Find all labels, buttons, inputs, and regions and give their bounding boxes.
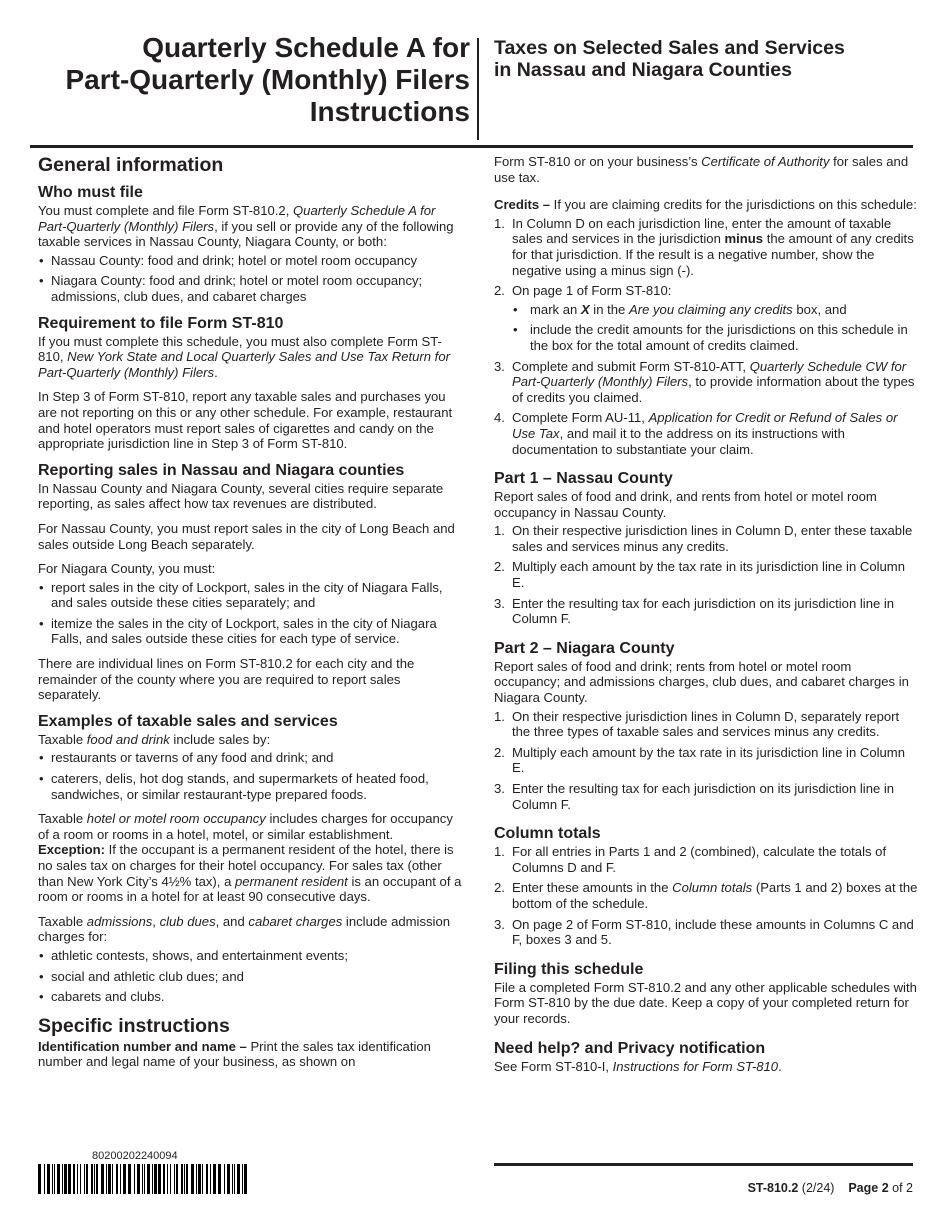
barcode-bar [237,1164,240,1194]
subtitle-line-1: Taxes on Selected Sales and Services [494,37,845,59]
barcode-bar [147,1164,150,1194]
list-item: 2. Multiply each amount by the tax rate in its jurisdiction line in Column E. [494,559,905,591]
barcode-bar [47,1164,50,1194]
barcode-bar [86,1164,88,1194]
list-item: 1. In Column D on each jurisdiction line, enter the amount of taxable sales and services in the jurisdiction minus the amount of any credits for that jurisdiction. If the result is a negative number, show the negative using a minus sign (-). [494,215,914,278]
who-must-file-paragraph: You must complete and file Form ST-810.2, Quarterly Schedule A for Part-Quarterly (Monthly) Filers, if you sell or provide any of the following taxable services in Nassau County, Niagara County, or both: [38,203,454,250]
part-2-paragraph: Report sales of food and drink; rents from hotel or motel room occupancy; and admissions charges, club dues, and cabaret charges in Niagara County. [494,658,909,706]
barcode-bar [206,1164,208,1194]
list-item: 1. On their respective jurisdiction lines in Column D, separately report the three types of taxable sales and services minus any credits. [494,708,900,740]
barcode-bar [137,1164,140,1194]
barcode-bar [186,1164,188,1194]
who-must-file-heading: Who must file [38,184,143,201]
examples-paragraph-2: Taxable hotel or motel room occupancy includes charges for occupancy of a room or rooms in a hotel, motel, or similar establishment. Exception: If the occupant is a permanent resident of the hotel, there is no sales tax on charges for their hotel occupancy. For sales tax (other than New York City’s 4½% tax), a permanent resident is an occupant of a room or rooms in a hotel for at least 90 consecutive days. [38,811,462,905]
page-footer [494,1181,913,1197]
barcode-bar [57,1164,60,1194]
list-item: • cabarets and clubs. [38,989,463,1005]
barcode-bar [227,1164,230,1194]
barcode-bar [68,1164,71,1194]
column-totals-heading: Column totals [494,825,601,843]
barcode-bar [202,1164,203,1194]
list-item: • athletic contests, shows, and entertainment events; [38,948,463,964]
need-help-heading: Need help? and Privacy notification [494,1039,766,1057]
barcode-bar [54,1164,55,1194]
barcode-number: 80200202240094 [92,1150,178,1162]
barcode-bar [142,1164,143,1194]
list-item: • Niagara County: food and drink; hotel or motel room occupancy; admissions, club dues, and cabaret charges [38,273,463,304]
barcode-bar [101,1164,104,1194]
page-label: Page 2 [848,1181,889,1195]
filing-schedule-heading: Filing this schedule [494,960,644,978]
list-item: 2. On page 1 of Form ST-810: • mark an X in the Are you claiming any credits box, and • include the credit amounts for the jurisdictions on this schedule in the box for the total amount of credits claimed. [494,283,919,353]
credits-steps [494,216,919,457]
left-column [38,154,463,1079]
page-of: of 2 [892,1181,913,1195]
requirement-paragraph-2: In Step 3 of Form ST-810, report any taxable sales and purchases you are not reporting on this or any other schedule. For example, restaurant and hotel operators must report sales of cigarettes and candy on the appropriate jurisdiction line in Step 3 of Form ST-810. [38,389,453,452]
list-item: • social and athletic club dues; and [38,969,463,985]
right-column [494,154,919,1083]
footer-rule [494,1163,913,1166]
barcode-bar [174,1164,175,1194]
need-help-paragraph: See Form ST-810-I, Instructions for Form ST-810. [494,1058,782,1074]
list-item: • itemize the sales in the city of Lockport, sales in the city of Niagara Falls, and sales outside these cities for each type of service. [38,616,463,647]
part-1-steps [494,523,919,627]
requirement-heading: Requirement to file Form ST-810 [38,314,284,332]
reporting-sales-heading: Reporting sales in Nassau and Niagara counties [38,461,405,479]
barcode-bar [62,1164,63,1194]
barcode-bar [108,1164,111,1194]
barcode-bar [170,1164,171,1194]
form-id: ST-810.2 [747,1181,799,1195]
barcode-bar [73,1164,75,1194]
specific-instructions-paragraph: Identification number and name – Print the sales tax identification number and legal name of your business, as shown on [38,1038,431,1070]
barcode-bar [234,1164,235,1194]
barcode-bar [210,1164,211,1194]
barcode-bar [91,1164,93,1194]
admissions-list [38,948,463,1005]
food-drink-list [38,750,463,802]
barcode [38,1164,248,1194]
requirement-paragraph-1: If you must complete this schedule, you must also complete Form ST-810, New York State and Local Quarterly Sales and Use Tax Return for Part-Quarterly (Monthly) Filers. [38,333,450,380]
barcode-bar [167,1164,168,1194]
credits-sub-list [512,302,919,354]
barcode-bar [191,1164,194,1194]
barcode-bar [106,1164,107,1194]
credits-paragraph: Credits – If you are claiming credits for the jurisdictions on this schedule: [494,197,917,213]
barcode-bar [152,1164,153,1194]
barcode-bar [120,1164,121,1194]
barcode-bar [44,1164,45,1194]
general-information-heading: General information [38,154,224,176]
barcode-bar [232,1164,233,1194]
list-item: • caterers, delis, hot dog stands, and supermarkets of heated food, sandwiches, or similar restaurant-type prepared foods. [38,771,463,802]
barcode-bar [52,1164,53,1194]
barcode-bar [134,1164,135,1194]
part-1-paragraph: Report sales of food and drink, and rents from hotel or motel room occupancy in Nassau County. [494,489,877,520]
list-item: • include the credit amounts for the jurisdictions on this schedule in the box for the total amount of credits claimed. [512,322,919,353]
subtitle-line-2: in Nassau and Niagara Counties [494,59,792,81]
barcode-bar [94,1164,95,1194]
list-item: • report sales in the city of Lockport, sales in the city of Niagara Falls, and sales outside these cities separately; and [38,580,463,611]
list-item: 2. Enter these amounts in the Column totals (Parts 1 and 2) boxes at the bottom of the schedule. [494,880,918,911]
reporting-paragraph-4: There are individual lines on Form ST-810.2 for each city and the remainder of the county where you are required to report sales separately. [38,656,415,703]
document-title [30,32,470,128]
header-rule [30,145,913,148]
barcode-bar [244,1164,247,1194]
barcode-bar [84,1164,85,1194]
barcode-bar [198,1164,201,1194]
barcode-bar [80,1164,81,1194]
list-item: • mark an X in the Are you claiming any credits box, and [512,302,919,318]
barcode-bar [158,1164,161,1194]
list-item: 3. Complete and submit Form ST-810-ATT, Quarterly Schedule CW for Part-Quarterly (Monthly) Filers, to provide information about the types of credits you claimed. [494,358,915,405]
barcode-bar [181,1164,183,1194]
continued-paragraph: Form ST-810 or on your business’s Certificate of Authority for sales and use tax. [494,154,909,185]
header-divider [477,38,479,140]
barcode-bar [196,1164,197,1194]
reporting-paragraph-1: In Nassau County and Niagara County, several cities require separate reporting, as sales affect how tax revenues are distributed. [38,480,444,512]
list-item: 3. On page 2 of Form ST-810, include these amounts in Columns C and F, boxes 3 and 5. [494,916,914,948]
document-subtitle [494,37,924,81]
barcode-bar [64,1164,67,1194]
barcode-bar [224,1164,225,1194]
barcode-bar [163,1164,165,1194]
part-2-steps [494,709,919,813]
barcode-bar [176,1164,178,1194]
list-item: 1. For all entries in Parts 1 and 2 (combined), calculate the totals of Columns D and F. [494,844,887,875]
barcode-bar [38,1164,41,1194]
reporting-paragraph-2: For Nassau County, you must report sales in the city of Long Beach and sales outside Long Beach separately. [38,520,455,552]
examples-paragraph-1: Taxable food and drink include sales by: [38,731,271,747]
who-must-file-list [38,253,463,305]
title-line-3: Instructions [309,96,470,127]
barcode-bar [213,1164,216,1194]
filing-schedule-paragraph: File a completed Form ST-810.2 and any other applicable schedules with Form ST-810 by the due date. Keep a copy of your completed return for your records. [494,979,917,1026]
list-item: 1. On their respective jurisdiction lines in Column D, enter these taxable sales and services minus any credits. [494,523,913,554]
title-line-2: Part-Quarterly (Monthly) Filers [65,64,470,95]
barcode-bar [116,1164,118,1194]
title-line-1: Quarterly Schedule A for [142,32,470,63]
form-revision: (2/24) [801,1181,835,1195]
barcode-bar [184,1164,185,1194]
barcode-bar [112,1164,113,1194]
part-1-heading: Part 1 – Nassau County [494,470,673,488]
reporting-paragraph-3: For Niagara County, you must: [38,561,216,577]
niagara-reporting-list [38,580,463,647]
barcode-bar [128,1164,131,1194]
barcode-bar [77,1164,78,1194]
examples-paragraph-3: Taxable admissions, club dues, and cabaret charges include admission charges for: [38,913,451,945]
list-item: • Nassau County: food and drink; hotel or motel room occupancy [38,253,463,269]
barcode-bar [154,1164,157,1194]
part-2-heading: Part 2 – Niagara County [494,639,675,657]
barcode-bar [218,1164,221,1194]
examples-heading: Examples of taxable sales and services [38,712,338,730]
barcode-bar [242,1164,243,1194]
list-item: 4. Complete Form AU-11, Application for Credit or Refund of Sales or Use Tax, and mail it to the address on its instructions with documentation to substantiate your claim. [494,410,898,457]
list-item: 3. Enter the resulting tax for each jurisdiction on its jurisdiction line in Column F. [494,595,895,627]
barcode-bar [96,1164,98,1194]
list-item: 3. Enter the resulting tax for each jurisdiction on its jurisdiction line in Column F. [494,781,895,812]
list-item: 2. Multiply each amount by the tax rate in its jurisdiction line in Column E. [494,744,905,776]
barcode-bar [144,1164,145,1194]
column-totals-steps [494,844,919,948]
list-item: • restaurants or taverns of any food and drink; and [38,750,463,766]
barcode-bar [123,1164,126,1194]
specific-instructions-heading: Specific instructions [38,1014,230,1037]
